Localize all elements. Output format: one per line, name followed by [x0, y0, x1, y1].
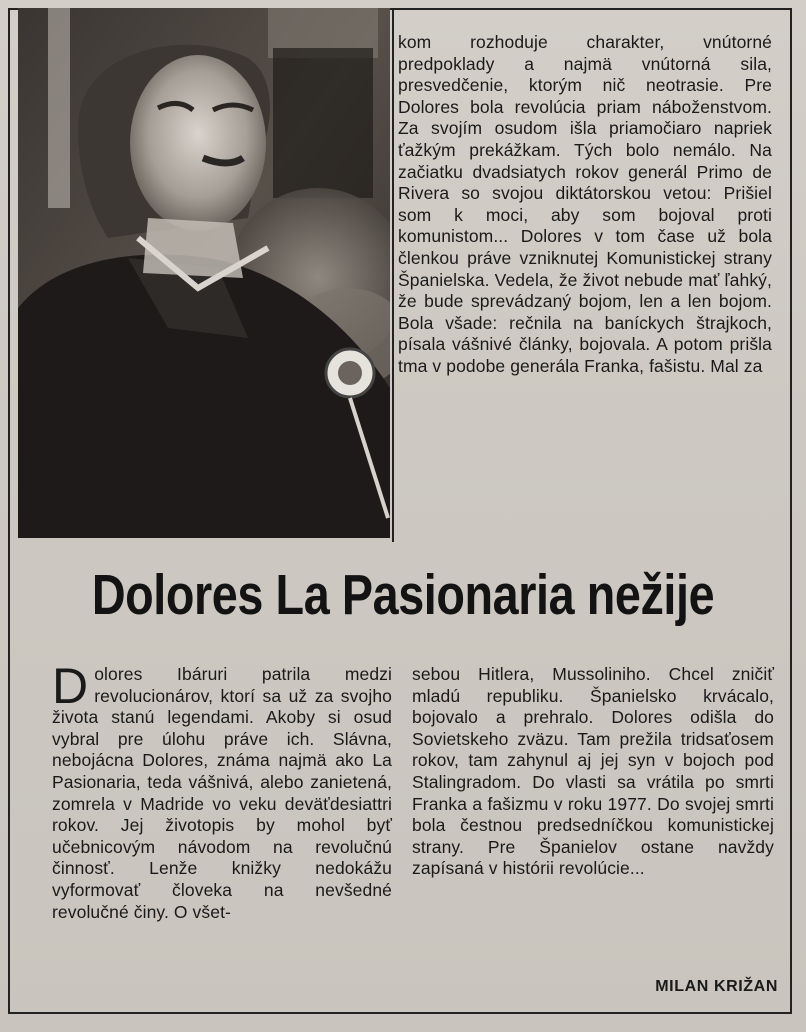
right-top-column — [398, 32, 772, 542]
column-rule — [392, 8, 394, 542]
portrait-photo — [18, 8, 390, 538]
author-signature: MILAN KRIŽAN — [655, 978, 778, 995]
left-bottom-column — [52, 658, 392, 923]
right-bottom-paragraph: sebou Hitlera, Mussoliniho. Chcel zničiť mladú republiku. Španielsko krvácalo, bojovalo a prehralo. Dolores odišla do Sovietskeho zväzu. Tam prežila tridsaťosem rokov, tam zahynul aj jej syn v bojoch pod Stalingradom. Do vlasti sa vrátila po smrti Franka a fašizmu v roku 1977. Do svojej smrti bola čestnou predsedníčkou komunistickej strany. Pre Španielov ostane navždy zapísaná v histórii revolúcie... — [412, 664, 774, 879]
right-bottom-column — [412, 664, 774, 880]
drop-cap: D — [52, 658, 89, 714]
left-bottom-paragraph — [52, 658, 392, 923]
left-bottom-body: olores Ibáruri patrila medzi revolucionárov, ktorí sa už za svojho života stanú legendami. Akoby si osud vybral pre úlohu práve ich. Slávna, nebojácna Dolores, známa najmä ako La Pasionaria, teda vášnivá, alebo zanietená, zomrela v Madride vo veku deväťdesiattri rokov. Jej životopis by mohol byť učebnicovým návodom na revolučnú činnosť. Lenže knižky nedokážu vyformovať človeka na nevšedné revolučné činy. O všet- — [52, 664, 392, 922]
article-headline: Dolores La Pasionaria nežije — [91, 563, 715, 627]
right-top-paragraph: kom rozhoduje charakter, vnútorné predpoklady a najmä vnútorná sila, presvedčenie, ktorým nič neotrasie. Pre Dolores bola revolúcia priam náboženstvom. Za svojím osudom išla priamočiaro napriek ťažkým prekážkam. Tých bolo nemálo. Na začiatku dvadsiatych rokov generál Primo de Rivera so svojou diktátorskou vetou: Prišiel som k moci, aby som bojoval proti komunistom... Dolores v tom čase už bola členkou práve vzniknutej Komunistickej strany Španielska. Vedela, že život nebude mať ľahký, že bude sprevádzaný bojom, len a len bojom. Bola všade: rečnila na baníckych štrajkoch, písala vášnivé články, bojovala. A potom prišla tma v podobe generála Franka, fašistu. Mal za — [398, 32, 772, 376]
